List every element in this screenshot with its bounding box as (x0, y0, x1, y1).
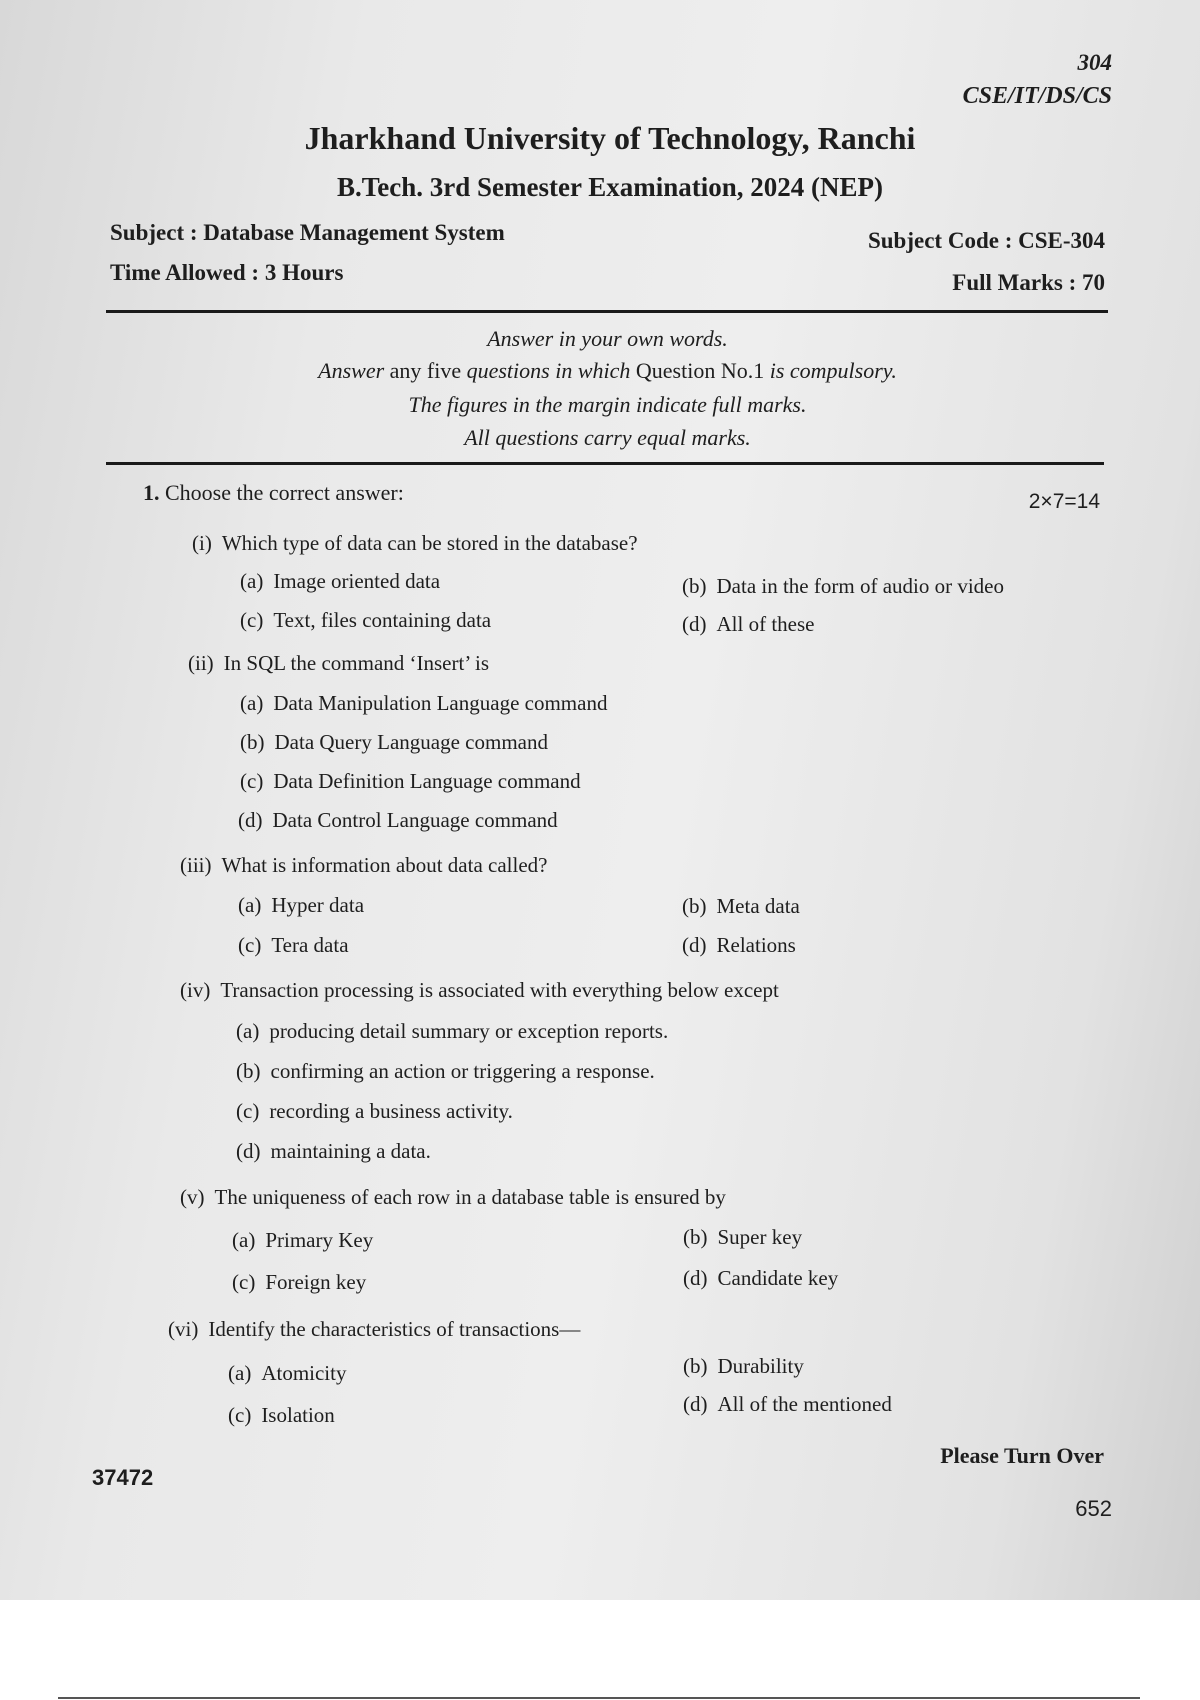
option-iii-a: (a) Hyper data (238, 893, 365, 917)
branch-codes: CSE/IT/DS/CS (962, 83, 1112, 109)
sub-question-v: (v) The uniqueness of each row in a database table is ensured by (180, 1185, 726, 1209)
subject-name: Subject : Database Management System (110, 220, 505, 245)
option-v-d: (d) Candidate key (683, 1266, 839, 1290)
option-iii-d: (d) Relations (682, 933, 796, 957)
option-iv-b: (b) confirming an action or triggering a response. (236, 1059, 655, 1083)
full-marks: Full Marks : 70 (952, 270, 1105, 295)
option-vi-b: (b) Durability (683, 1354, 804, 1378)
option-i-a: (a) Image oriented data (240, 569, 441, 593)
option-i-b: (b) Data in the form of audio or video (682, 574, 1004, 598)
option-iv-d: (d) maintaining a data. (236, 1139, 431, 1163)
option-v-b: (b) Super key (683, 1225, 803, 1249)
university-title: Jharkhand University of Technology, Ranchi (304, 120, 916, 156)
option-i-c: (c) Text, files containing data (240, 608, 492, 632)
option-ii-a: (a) Data Manipulation Language command (240, 691, 608, 715)
footer-right-code: 652 (1075, 1496, 1112, 1521)
sub-question-ii: (ii) In SQL the command ‘Insert’ is (188, 651, 490, 675)
sub-question-vi: (vi) Identify the characteristics of transactions— (168, 1317, 581, 1341)
option-vi-a: (a) Atomicity (228, 1361, 347, 1385)
option-vi-c: (c) Isolation (228, 1403, 335, 1427)
question-1-heading: 1. Choose the correct answer: (143, 480, 404, 505)
sub-question-iii: (iii) What is information about data called? (180, 853, 548, 877)
option-v-a: (a) Primary Key (232, 1228, 374, 1252)
option-iv-a: (a) producing detail summary or exception reports. (236, 1019, 669, 1043)
time-allowed: Time Allowed : 3 Hours (110, 260, 344, 285)
option-ii-c: (c) Data Definition Language command (240, 769, 581, 793)
instructions-divider (106, 462, 1104, 465)
option-iii-b: (b) Meta data (682, 894, 800, 918)
sub-question-i: (i) Which type of data can be stored in the database? (192, 531, 638, 555)
option-iii-c: (c) Tera data (238, 933, 349, 957)
option-v-c: (c) Foreign key (232, 1270, 367, 1294)
instruction-own-words: Answer in your own words. (487, 326, 728, 351)
question-1-marks: 2×7=14 (1028, 490, 1100, 513)
instruction-five-questions: Answer any five questions in which Question No.1 is compulsory. (318, 358, 897, 383)
subject-code: Subject Code : CSE-304 (867, 228, 1105, 253)
please-turn-over: Please Turn Over (940, 1443, 1104, 1468)
footer-left-code: 37472 (92, 1465, 154, 1490)
exam-title: B.Tech. 3rd Semester Examination, 2024 (NEP) (337, 172, 883, 202)
sub-question-iv: (iv) Transaction processing is associated with everything below except (180, 978, 779, 1002)
option-iv-c: (c) recording a business activity. (236, 1099, 513, 1123)
option-vi-d: (d) All of the mentioned (683, 1392, 892, 1416)
bottom-divider (58, 1697, 1140, 1699)
instruction-margin-marks: The figures in the margin indicate full marks. (408, 392, 807, 417)
instruction-equal-marks: All questions carry equal marks. (464, 425, 751, 450)
option-ii-b: (b) Data Query Language command (240, 730, 548, 754)
header-divider (106, 310, 1108, 313)
option-ii-d: (d) Data Control Language command (238, 808, 558, 832)
paper-code: 304 (1077, 50, 1112, 75)
option-i-d: (d) All of these (682, 612, 815, 636)
